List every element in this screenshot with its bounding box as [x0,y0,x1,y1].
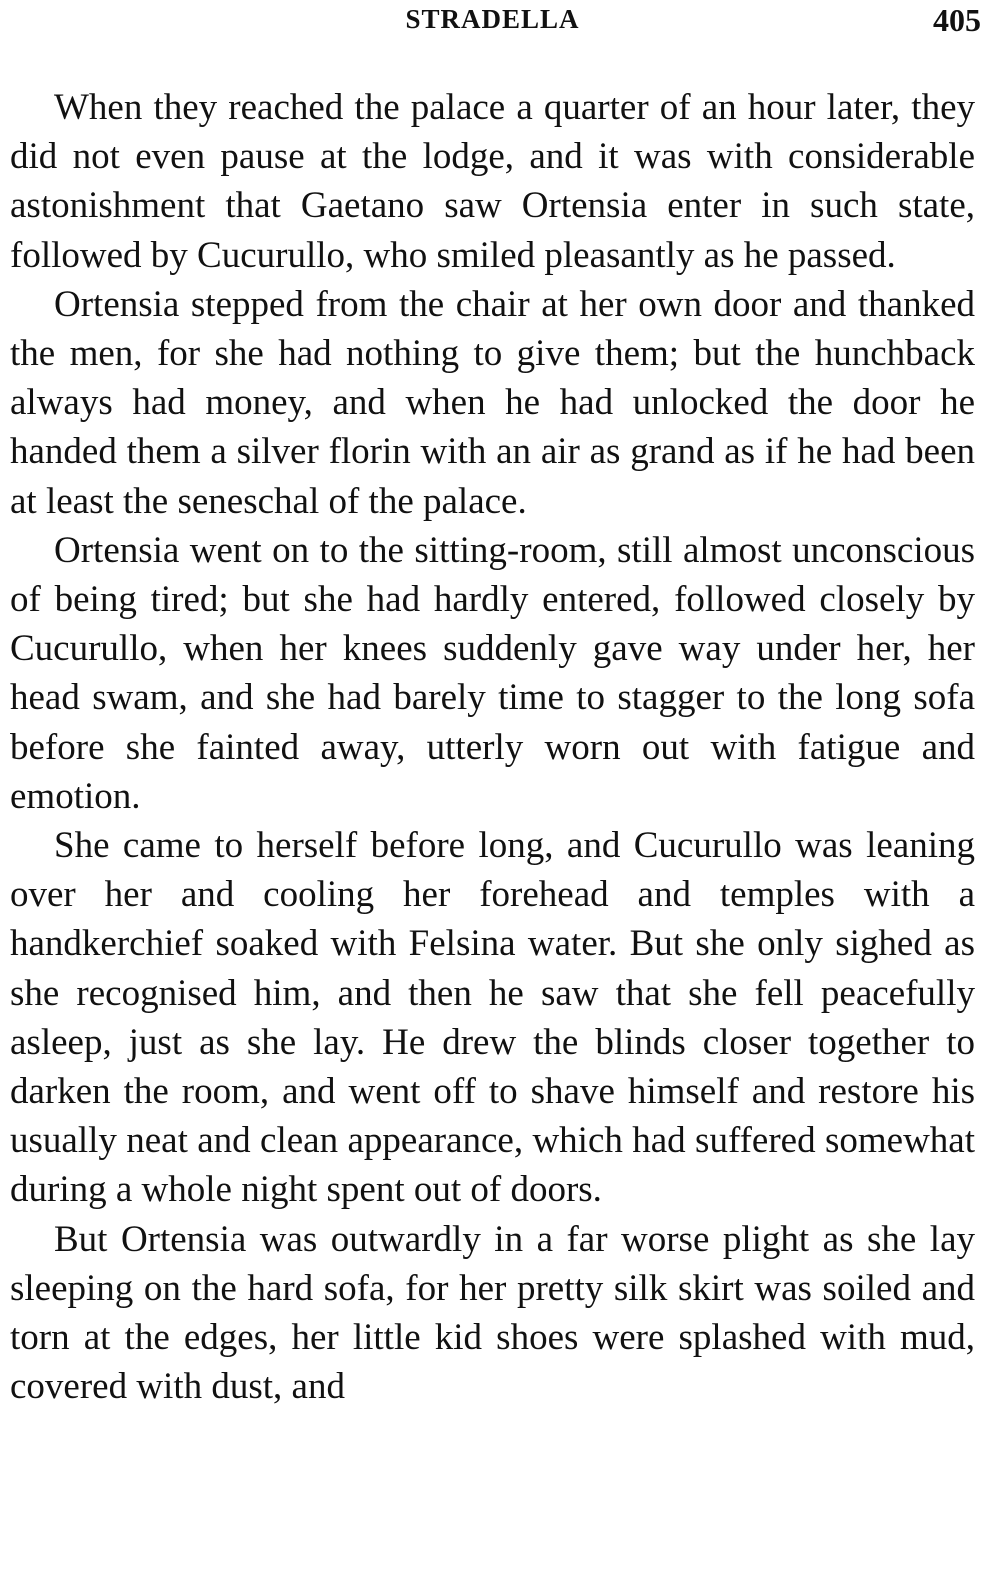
page-header [10,0,981,50]
paragraph: But Ortensia was outwardly in a far worse plight as she lay sleeping on the hard sofa, for her pretty silk skirt was soiled and torn at the edges, her little kid shoes were splashed with mud, covered with dust, and [10,1218,975,1408]
page-number: 405 [933,2,981,38]
body-text [10,83,975,1411]
paragraph: When they reached the palace a quarter of an hour later, they did not even pause at the lodge, and it was with considerable astonishment that Gaetano saw Ortensia enter in such state, followed by Cucurullo, who smiled pleasantly as he passed. [10,87,975,276]
running-title: STRADELLA [405,4,580,34]
paragraph: Ortensia stepped from the chair at her own door and thanked the men, for she had nothing to give them; but the hunchback always had money, and when he had unlocked the door he handed them a silver florin with an air as grand as if he had been at least the seneschal of the palace. [10,283,975,522]
paragraph: Ortensia went on to the sitting-room, still almost unconscious of being tired; but she had hardly entered, followed closely by Cucurullo, when her knees suddenly gave way under her, her head swam, and she had barely time to stagger to the long sofa before she fainted away, utterly worn out with fatigue and emotion. [10,529,975,817]
paragraph: She came to herself before long, and Cucurullo was leaning over her and cooling her forehead and temples with a handkerchief soaked with Felsina water. But she only sighed as she recognised him, and then he saw that she fell peacefully asleep, just as she lay. He drew the blinds closer together to darken the room, and went off to shave himself and restore his usually neat and clean appearance, which had suffered somewhat during a whole night spent out of doors. [10,825,975,1211]
book-page [10,0,981,1583]
